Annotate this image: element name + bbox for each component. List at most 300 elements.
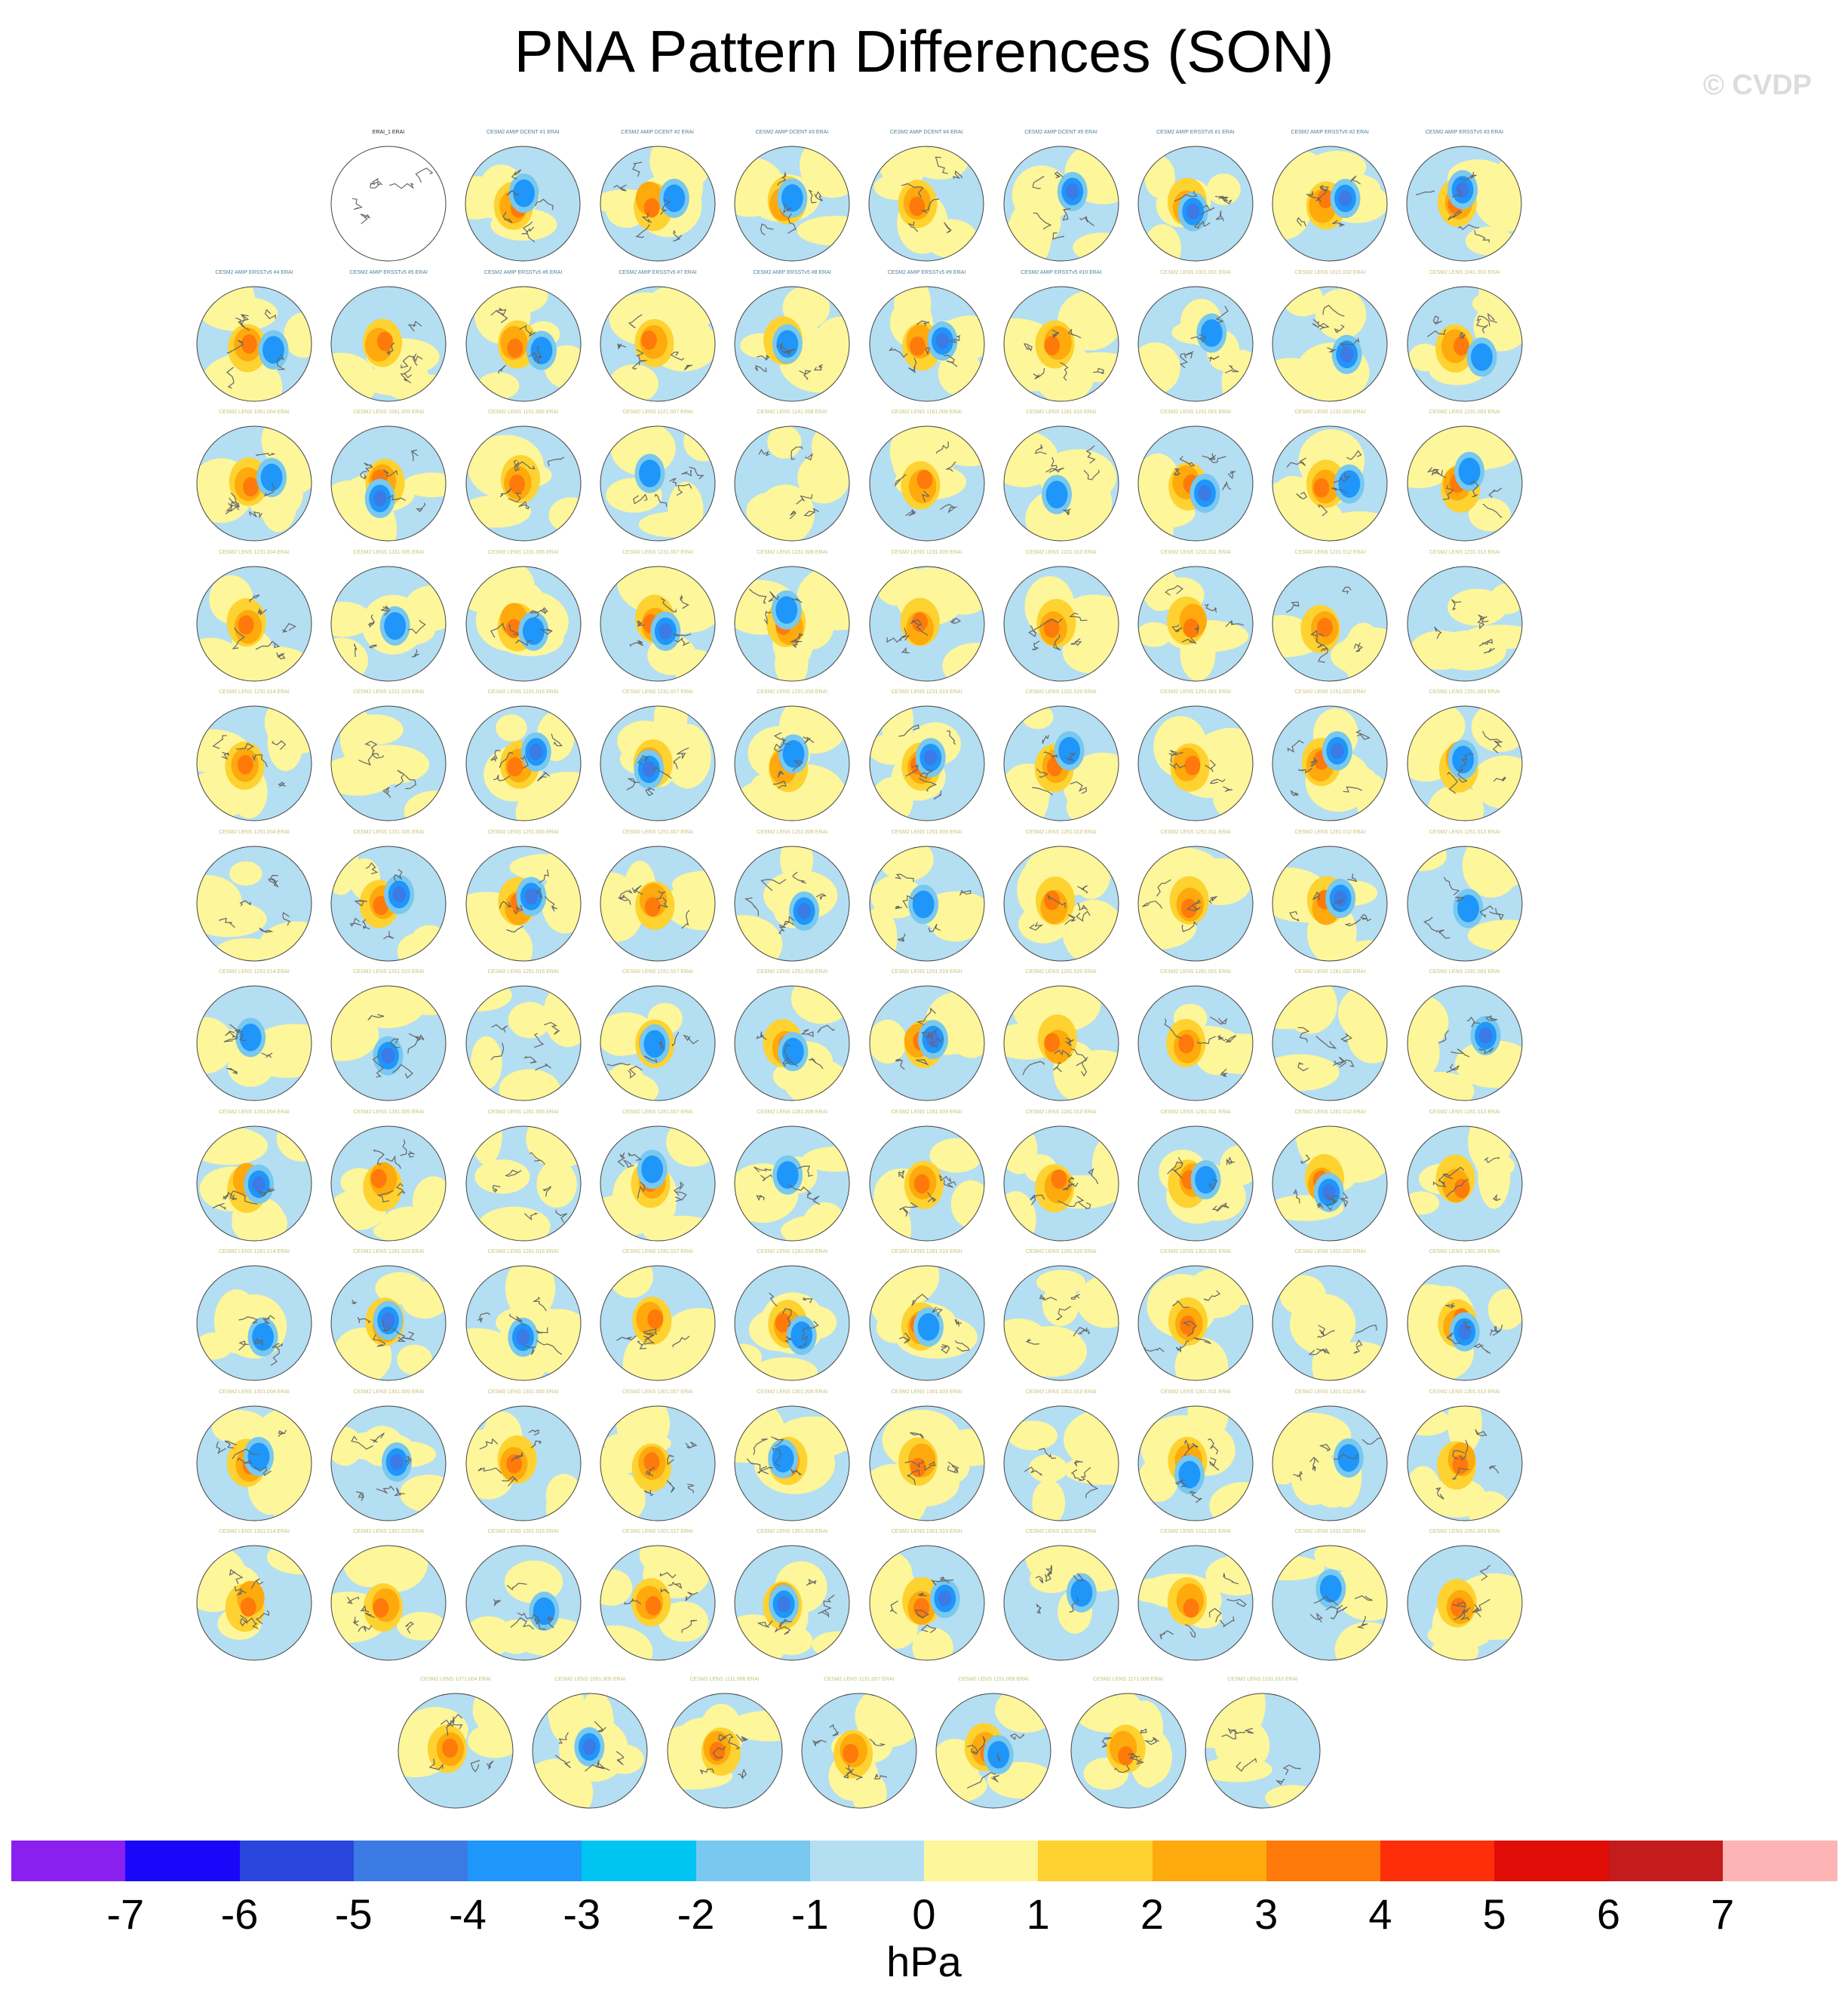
map-panel — [863, 410, 991, 545]
map-panel — [863, 550, 991, 686]
map-panel — [594, 1249, 722, 1385]
polar-map — [1401, 830, 1529, 962]
anomaly-contour — [398, 1612, 447, 1641]
watermark: © CVDP — [1702, 69, 1812, 101]
anomaly-contour — [471, 1036, 502, 1089]
polar-map — [594, 689, 722, 821]
colorbar-labels — [11, 1890, 1837, 1942]
polar-map — [997, 1249, 1125, 1381]
colorbar-tick-label: -1 — [790, 1890, 829, 1938]
map-panel — [1400, 130, 1528, 266]
map-panel — [1131, 689, 1260, 825]
colorbar-tick-label: 4 — [1368, 1890, 1392, 1938]
map-panel — [863, 969, 991, 1105]
anomaly-contour — [797, 453, 849, 504]
panel-title: CESM2 LENS 1281.019 ERAI — [891, 1249, 962, 1254]
polar-map — [1131, 1389, 1260, 1521]
anomaly-contour — [623, 1336, 659, 1394]
anomaly-contour — [1029, 1454, 1067, 1482]
anomaly-contour — [803, 1147, 870, 1171]
colorbar-tick-label: -3 — [563, 1890, 601, 1938]
map-panel — [1266, 830, 1394, 966]
panel-title: CESM2 LENS 1301.010 ERAI — [1025, 1389, 1097, 1395]
anomaly-contour — [1005, 205, 1051, 269]
map-panel — [997, 969, 1125, 1105]
map-panel — [863, 1249, 991, 1385]
polar-map — [1266, 550, 1394, 682]
anomaly-contour — [1199, 485, 1212, 501]
panel-title: CESM2 LENS 1301.002 ERAI — [1294, 1249, 1366, 1254]
anomaly-contour — [641, 330, 657, 350]
map-panel — [997, 1389, 1125, 1525]
anomaly-contour — [1178, 1034, 1194, 1054]
map-panel — [1131, 1110, 1260, 1245]
panel-title: CESM2 LENS 1301.005 ERAI — [353, 1389, 425, 1395]
map-panel — [594, 130, 722, 266]
polar-map — [863, 830, 991, 962]
polar-map — [1131, 830, 1260, 962]
polar-map — [459, 270, 588, 402]
polar-map — [594, 1110, 722, 1242]
polar-map — [1266, 410, 1394, 542]
map-panel — [324, 969, 453, 1105]
map-panel — [728, 969, 856, 1105]
panel-title: CESM2 LENS 1231.002 ERAI — [1294, 410, 1366, 415]
anomaly-contour — [923, 750, 937, 766]
polar-map — [1131, 410, 1260, 542]
polar-map — [863, 1249, 991, 1381]
panel-title: CESM2 LENS 1301.018 ERAI — [757, 1529, 828, 1534]
anomaly-contour — [373, 490, 387, 506]
panel-title: CESM2 LENS 1251.013 ERAI — [1429, 829, 1500, 835]
polar-map — [594, 969, 722, 1101]
anomaly-contour — [579, 1070, 658, 1110]
anomaly-contour — [641, 1155, 663, 1183]
panel-title: CESM2 LENS 1251.005 ERAI — [353, 829, 425, 835]
panel-title: ERAI_1 ERAI — [372, 130, 405, 135]
anomaly-contour — [1331, 743, 1344, 759]
panel-title: CESM2 AMIP DCENT #4 ERAI — [889, 130, 963, 135]
polar-map — [324, 550, 453, 682]
anomaly-contour — [1308, 151, 1366, 183]
anomaly-contour — [411, 925, 448, 956]
anomaly-contour — [496, 1620, 535, 1654]
map-panel — [190, 270, 318, 406]
colorbar-tick-label: 3 — [1254, 1890, 1279, 1938]
map-panel — [324, 1529, 453, 1665]
panel-title: CESM2 LENS 1281.004 ERAI — [219, 1109, 290, 1115]
anomaly-contour — [499, 1069, 560, 1109]
anomaly-contour — [910, 1457, 926, 1477]
polar-map — [459, 1389, 588, 1521]
anomaly-contour — [1339, 940, 1411, 965]
panel-title: CESM2 LENS 1251.007 ERAI — [622, 829, 693, 835]
anomaly-contour — [583, 1739, 597, 1755]
map-panel — [863, 830, 991, 966]
panel-title: CESM2 LENS 1281.008 ERAI — [757, 1109, 828, 1115]
anomaly-contour — [241, 334, 257, 354]
polar-map — [1266, 1249, 1394, 1381]
map-panel — [1266, 1110, 1394, 1245]
anomaly-contour — [916, 470, 932, 490]
map-panel — [728, 689, 856, 825]
map-background — [324, 130, 453, 262]
polar-map — [1131, 270, 1260, 402]
map-panel — [324, 689, 453, 825]
panel-title: CESM2 LENS 1301.012 ERAI — [1294, 1389, 1366, 1395]
map-panel — [324, 410, 453, 545]
map-panel — [1131, 830, 1260, 966]
panel-title: CESM2 AMIP DCENT #1 ERAI — [486, 130, 560, 135]
polar-map — [997, 410, 1125, 542]
anomaly-contour — [1201, 1757, 1272, 1782]
map-panel — [594, 550, 722, 686]
panel-title: CESM2 LENS 1301.014 ERAI — [219, 1529, 290, 1534]
panel-title: CESM2 LENS 1131.007 ERAI — [824, 1676, 895, 1682]
panel-title: CESM2 LENS 1251.010 ERAI — [1025, 829, 1097, 835]
anomaly-contour — [1478, 1027, 1492, 1043]
panel-title: CESM2 LENS 1071.004 ERAI — [420, 1676, 491, 1682]
anomaly-contour — [1454, 1178, 1470, 1198]
panel-title: CESM2 LENS 1301.008 ERAI — [757, 1389, 828, 1395]
map-panel — [1266, 969, 1394, 1105]
polar-map — [594, 550, 722, 682]
panel-title: CESM2 LENS 1181.010 ERAI — [1026, 410, 1097, 415]
anomaly-contour — [1458, 458, 1480, 486]
map-panel — [997, 270, 1125, 406]
polar-map — [594, 410, 722, 542]
panel-title: CESM2 AMIP ERSSTv5 #8 ERAI — [753, 269, 831, 275]
polar-map — [1400, 130, 1528, 262]
map-panel — [863, 1529, 991, 1665]
map-panel — [1131, 1529, 1260, 1665]
panel-title: CESM2 LENS 1301.009 ERAI — [891, 1389, 962, 1395]
anomaly-contour — [668, 482, 703, 539]
panel-title: CESM2 LENS 1251.004 ERAI — [219, 829, 290, 835]
anomaly-contour — [1045, 480, 1067, 508]
panel-title: CESM2 LENS 1231.015 ERAI — [353, 689, 425, 695]
anomaly-contour — [1130, 342, 1180, 394]
map-panel — [459, 270, 588, 406]
anomaly-contour — [643, 1030, 665, 1058]
panel-title: CESM2 LENS 1231.006 ERAI — [487, 549, 559, 555]
map-panel — [459, 1529, 588, 1665]
panel-title: CESM2 LENS 1051.003 ERAI — [1429, 1529, 1500, 1534]
anomaly-contour — [1396, 840, 1446, 870]
anomaly-contour — [1186, 204, 1200, 220]
polar-map — [324, 1529, 453, 1661]
map-panel — [594, 969, 722, 1105]
panel-title: CESM2 LENS 1281.013 ERAI — [1429, 1109, 1500, 1115]
panel-title: CESM2 LENS 1281.003 ERAI — [1429, 969, 1500, 975]
anomaly-contour — [1454, 336, 1469, 355]
panel-title: CESM2 LENS 1231.010 ERAI — [1025, 549, 1097, 555]
colorbar-units: hPa — [886, 1938, 962, 1985]
map-panel — [459, 130, 587, 266]
anomaly-contour — [666, 1117, 719, 1166]
polar-map — [1266, 689, 1394, 821]
panel-title: CESM2 AMIP ERSSTv5 #7 ERAI — [619, 269, 697, 275]
map-panel — [459, 1110, 588, 1245]
polar-map — [1131, 1529, 1260, 1661]
polar-map — [1401, 550, 1529, 682]
anomaly-contour — [1314, 1539, 1380, 1570]
anomaly-contour — [1468, 1491, 1511, 1531]
anomaly-contour — [284, 312, 322, 358]
anomaly-contour — [1282, 975, 1337, 1033]
anomaly-contour — [870, 1246, 939, 1306]
panel-title: CESM2 LENS 1251.019 ERAI — [891, 969, 962, 975]
anomaly-contour — [609, 1255, 653, 1298]
map-panel — [997, 550, 1125, 686]
map-panel — [1266, 410, 1394, 545]
anomaly-contour — [1405, 1072, 1474, 1110]
map-panel — [594, 270, 722, 406]
polar-map — [997, 1110, 1125, 1242]
anomaly-contour — [404, 585, 459, 631]
polar-map — [997, 689, 1125, 821]
anomaly-contour — [391, 1454, 404, 1469]
panel-title: CESM2 LENS 1281.009 ERAI — [891, 1109, 962, 1115]
anomaly-contour — [1061, 352, 1137, 382]
panel-title: CESM2 LENS 1251.011 ERAI — [1160, 829, 1231, 835]
anomaly-contour — [1044, 336, 1060, 355]
anomaly-contour — [328, 1426, 362, 1466]
colorbar-swatch — [1038, 1841, 1153, 1881]
polar-map — [324, 1249, 453, 1381]
polar-map — [863, 1389, 991, 1521]
panel-title: CESM2 LENS 1301.019 ERAI — [891, 1529, 962, 1534]
map-panel — [1131, 410, 1260, 545]
anomaly-contour — [1467, 920, 1546, 951]
anomaly-contour — [791, 973, 853, 1024]
map-panel — [997, 130, 1125, 266]
polar-map — [1131, 130, 1260, 262]
map-panel — [728, 1249, 856, 1385]
anomaly-contour — [995, 1687, 1057, 1733]
map-panel — [190, 689, 318, 825]
anomaly-contour — [1447, 588, 1507, 625]
anomaly-contour — [917, 1313, 939, 1341]
map-panel — [1401, 270, 1529, 406]
polar-map — [863, 410, 991, 542]
panel-title: CESM2 LENS 1091.005 ERAI — [554, 1676, 626, 1682]
polar-map — [728, 1110, 856, 1242]
panel-title: CESM2 AMIP ERSSTv5 #10 ERAI — [1021, 269, 1102, 275]
colorbar-swatch — [11, 1841, 126, 1881]
panel-title: CESM2 LENS 1281.012 ERAI — [1294, 1109, 1366, 1115]
anomaly-contour — [1185, 756, 1201, 775]
anomaly-contour — [177, 1017, 234, 1073]
polar-map — [1199, 1677, 1327, 1809]
anomaly-contour — [477, 277, 548, 315]
polar-map — [997, 1529, 1125, 1661]
anomaly-contour — [645, 897, 661, 916]
anomaly-contour — [238, 755, 253, 775]
anomaly-contour — [709, 1741, 725, 1761]
map-panel — [728, 550, 856, 686]
anomaly-contour — [910, 336, 926, 356]
polar-map — [1131, 550, 1260, 682]
panel-title: CESM2 LENS 1121.007 ERAI — [622, 410, 693, 415]
colorbar-swatch — [924, 1841, 1039, 1881]
polar-map — [190, 410, 318, 542]
panel-title: CESM2 LENS 1161.009 ERAI — [891, 410, 962, 415]
anomaly-contour — [509, 474, 525, 494]
anomaly-contour — [530, 744, 543, 760]
panel-title: CESM2 LENS 1231.003 ERAI — [1429, 410, 1500, 415]
polar-map — [190, 1249, 318, 1381]
anomaly-contour — [647, 1309, 663, 1329]
colorbar-tick-label: -6 — [220, 1890, 259, 1938]
anomaly-contour — [1032, 1479, 1065, 1525]
panel-title: CESM2 AMIP DCENT #5 ERAI — [1024, 130, 1097, 135]
panel-title: CESM2 LENS 1031.002 ERAI — [1294, 1529, 1366, 1534]
polar-map — [324, 1389, 453, 1521]
panel-title: CESM2 LENS 1251.015 ERAI — [353, 969, 425, 975]
anomaly-contour — [243, 477, 259, 497]
map-panel — [795, 1677, 923, 1813]
map-panel — [190, 830, 318, 966]
polar-map — [1401, 1110, 1529, 1242]
anomaly-contour — [348, 745, 429, 784]
colorbar-tick-label: 1 — [1026, 1890, 1050, 1938]
map-panel — [391, 1677, 520, 1813]
anomaly-contour — [987, 1319, 1051, 1374]
polar-map — [728, 969, 856, 1101]
map-panel — [863, 1389, 991, 1525]
anomaly-contour — [1314, 478, 1330, 498]
polar-map — [190, 969, 318, 1101]
anomaly-contour — [256, 1024, 334, 1058]
map-panel — [1401, 1529, 1529, 1665]
panel-title: CESM2 LENS 1011.001 ERAI — [1160, 1529, 1231, 1534]
panel-title: CESM2 LENS 1231.017 ERAI — [622, 689, 693, 695]
polar-map — [863, 689, 991, 821]
anomaly-contour — [683, 422, 724, 462]
panel-title: CESM2 LENS 1251.006 ERAI — [487, 829, 559, 835]
anomaly-contour — [1183, 618, 1199, 637]
map-panel — [1401, 550, 1529, 686]
map-panel — [459, 410, 588, 545]
polar-map — [863, 550, 991, 682]
anomaly-contour — [530, 336, 552, 364]
polar-map — [1266, 969, 1394, 1101]
polar-map — [728, 550, 856, 682]
anomaly-contour — [394, 978, 464, 1015]
anomaly-contour — [1472, 287, 1555, 320]
anomaly-contour — [639, 459, 661, 487]
panel-title: CESM2 LENS 1081.005 ERAI — [353, 410, 425, 415]
anomaly-contour — [781, 1214, 861, 1248]
anomaly-contour — [252, 1323, 274, 1351]
anomaly-contour — [1283, 281, 1324, 316]
map-panel — [1401, 1389, 1529, 1525]
polar-map — [728, 1249, 856, 1381]
anomaly-contour — [262, 336, 284, 364]
polar-map — [324, 689, 453, 821]
anomaly-contour — [261, 464, 283, 492]
polar-map — [1401, 969, 1529, 1101]
colorbar-tick-label: 7 — [1711, 1890, 1735, 1938]
panel-title: CESM2 LENS 1231.011 ERAI — [1160, 549, 1231, 555]
anomaly-contour — [400, 1474, 457, 1512]
colorbar-tick-label: -5 — [334, 1890, 373, 1938]
map-panel — [1266, 550, 1394, 686]
polar-map — [862, 130, 990, 262]
anomaly-contour — [1250, 1556, 1325, 1581]
map-panel — [728, 830, 856, 966]
anomaly-contour — [1070, 1579, 1092, 1607]
panel-title: CESM2 LENS 1231.013 ERAI — [1429, 549, 1500, 555]
polar-map — [594, 1529, 722, 1661]
map-panel — [1401, 969, 1529, 1105]
map-panel — [324, 1249, 453, 1385]
anomaly-contour — [590, 1569, 632, 1605]
polar-map — [863, 969, 991, 1101]
panel-title: CESM2 LENS 1231.008 ERAI — [757, 549, 828, 555]
anomaly-contour — [545, 1479, 597, 1536]
polar-map — [324, 270, 453, 402]
anomaly-contour — [1022, 705, 1054, 729]
anomaly-contour — [643, 198, 659, 218]
polar-map — [459, 689, 588, 821]
anomaly-contour — [548, 497, 592, 533]
polar-map — [1401, 410, 1529, 542]
map-panel — [661, 1677, 789, 1813]
polar-map — [661, 1677, 789, 1809]
panel-title: CESM2 LENS 1151.008 ERAI — [958, 1676, 1029, 1682]
polar-map — [459, 830, 588, 962]
anomaly-contour — [315, 637, 369, 683]
map-panel — [1401, 410, 1529, 545]
polar-map — [728, 270, 856, 402]
panel-title: CESM2 LENS 1281.006 ERAI — [487, 1109, 559, 1115]
anomaly-contour — [474, 1159, 530, 1193]
map-panel — [1401, 1110, 1529, 1245]
map-panel — [1266, 689, 1394, 825]
anomaly-contour — [216, 640, 278, 686]
panel-title: CESM2 LENS 1101.006 ERAI — [487, 410, 559, 415]
anomaly-contour — [879, 837, 933, 881]
anomaly-contour — [1044, 890, 1060, 910]
map-panel — [997, 830, 1125, 966]
anomaly-contour — [1143, 224, 1180, 272]
anomaly-contour — [1471, 702, 1528, 752]
polar-map — [728, 410, 856, 542]
anomaly-contour — [1222, 349, 1264, 414]
map-panel — [594, 410, 722, 545]
anomaly-contour — [516, 1329, 530, 1345]
panel-title: CESM2 LENS 1191.010 ERAI — [1227, 1676, 1298, 1682]
polar-map — [795, 1677, 923, 1809]
panel-title: CESM2 LENS 1301.006 ERAI — [487, 1389, 559, 1395]
anomaly-contour — [398, 1345, 433, 1375]
polar-map — [594, 1249, 722, 1381]
anomaly-contour — [229, 861, 262, 885]
anomaly-contour — [1044, 1033, 1060, 1052]
map-panel — [728, 1529, 856, 1665]
map-panel — [459, 550, 588, 686]
map-panel — [594, 1529, 722, 1665]
panel-title: CESM2 LENS 1231.004 ERAI — [219, 549, 290, 555]
anomaly-contour — [1076, 1276, 1137, 1328]
panel-title: CESM2 LENS 1231.005 ERAI — [353, 549, 425, 555]
map-panel — [863, 1110, 991, 1245]
panel-title: CESM2 LENS 1021.002 ERAI — [1294, 269, 1366, 275]
polar-map — [190, 689, 318, 821]
polar-map — [1401, 1249, 1529, 1381]
